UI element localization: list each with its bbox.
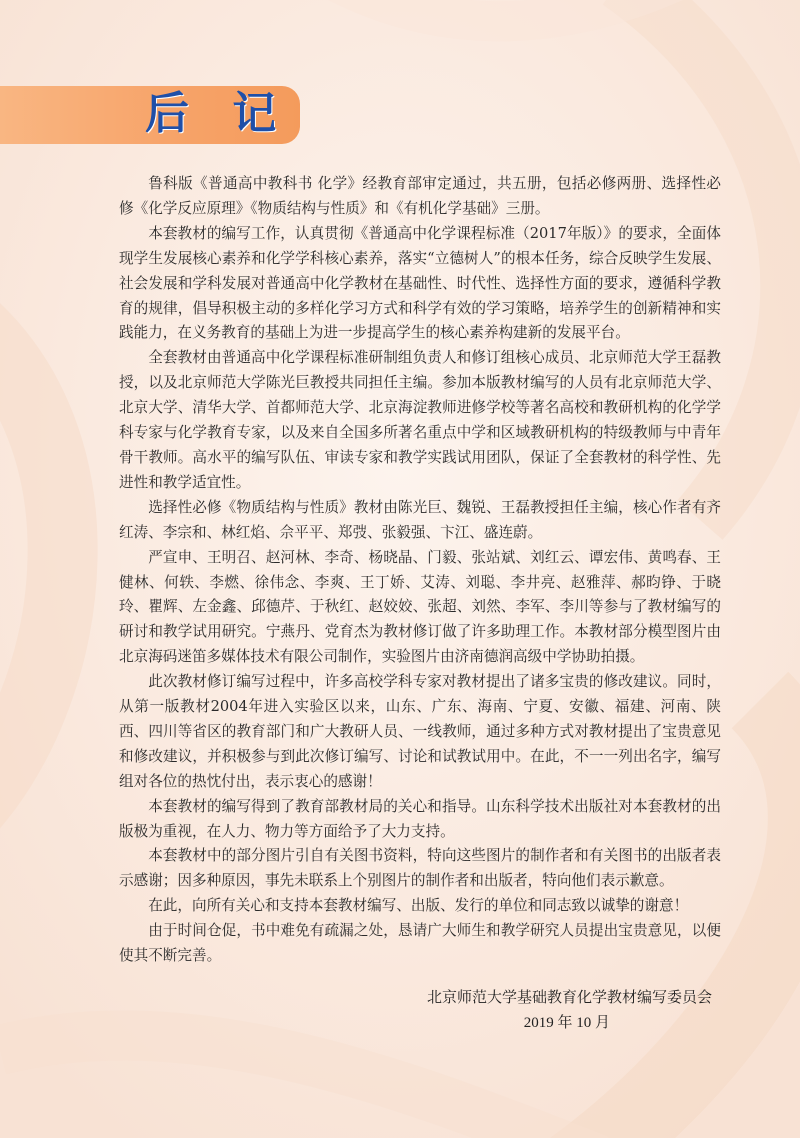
paragraph: 鲁科版《普通高中教科书 化学》经教育部审定通过，共五册，包括必修两册、选择性必修《化学反应原理》《物质结构与性质》和《有机化学基础》三册。 xyxy=(119,175,721,217)
paragraph: 本套教材的编写工作，认真贯彻《普通高中化学课程标准（2017年版）》的要求，全面体现学生发展核心素养和化学学科核心素养，落实“立德树人”的根本任务，综合反映学生发展、社会发展和学科发展对普通高中化学教材在基础性、时代性、选择性方面的要求，遵循科学教育的规律，倡导积极主动的多样化学习方式和科学有效的学习策略，培养学生的创新精神和实践能力，在义务教育的基础上为进一步提高学生的核心素养构建新的发展平台。 xyxy=(119,224,721,342)
afterword-body xyxy=(119,172,721,969)
page-title: 后 记 xyxy=(145,88,291,139)
paragraph: 本套教材的编写得到了教育部教材局的关心和指导。山东科学技术出版社对本套教材的出版极为重视，在人力、物力等方面给予了大力支持。 xyxy=(119,797,721,840)
signature-date: 2019 年 10 月 xyxy=(523,1015,610,1031)
signature-organization: 北京师范大学基础教育化学教材编写委员会 xyxy=(426,990,712,1006)
paragraph: 全套教材由普通高中化学课程标准研制组负责人和修订组核心成员、北京师范大学王磊教授，以及北京师范大学陈光巨教授共同担任主编。参加本版教材编写的人员有北京师范大学、北京大学、清华大学、首都师范大学、北京海淀教师进修学校等著名高校和教研机构的化学学科专家与化学教育专家，以及来自全国多所著名重点中学和区域教研机构的特级教师与中青年骨干教师。高水平的编写队伍、审读专家和教学实践试用团队，保证了全套教材的科学性、先进性和教学适宜性。 xyxy=(119,349,721,491)
paragraph: 选择性必修《物质结构与性质》教材由陈光巨、魏锐、王磊教授担任主编，核心作者有齐红涛、李宗和、林红焰、佘平平、郑弢、张毅强、卞江、盛连蔚。 xyxy=(119,498,721,541)
paragraph: 此次教材修订编写过程中，许多高校学科专家对教材提出了诸多宝贵的修改建议。同时，从第一版教材2004年进入实验区以来，山东、广东、海南、宁夏、安徽、福建、河南、陕西、四川等省区的教育部门和广大教研人员、一线教师，通过多种方式对教材提出了宝贵意见和修改建议，并积极参与到此次修订编写、讨论和试教试用中。在此，不一一列出名字，编写组对各位的热忱付出，表示衷心的感谢！ xyxy=(119,673,721,790)
paragraph: 在此，向所有关心和支持本套教材编写、出版、发行的单位和同志致以诚挚的谢意！ xyxy=(148,897,689,915)
paragraph: 本套教材中的部分图片引自有关图书资料，特向这些图片的制作者和有关图书的出版者表示感谢；因多种原因，事先未联系上个别图片的制作者和出版者，特向他们表示歉意。 xyxy=(119,847,721,890)
paragraph: 由于时间仓促，书中难免有疏漏之处，恳请广大师生和教学研究人员提出宝贵意见，以便使其不断完善。 xyxy=(119,922,721,965)
paragraph: 严宣申、王明召、赵河林、李奇、杨晓晶、门毅、张站斌、刘红云、谭宏伟、黄鸣春、王健林、何轶、李燃、徐伟念、李爽、王丁娇、艾涛、刘聪、李井亮、赵雅萍、郝昀铮、于晓玲、瞿辉、左金鑫、邱德芹、于秋红、赵姣姣、张超、刘然、李军、李川等参与了教材编写的研讨和教学试用研究。宁燕丹、党育杰为教材修订做了许多助理工作。本教材部分模型图片由北京海码迷笛多媒体技术有限公司制作，实验图片由济南德润高级中学协助拍摄。 xyxy=(119,548,721,666)
